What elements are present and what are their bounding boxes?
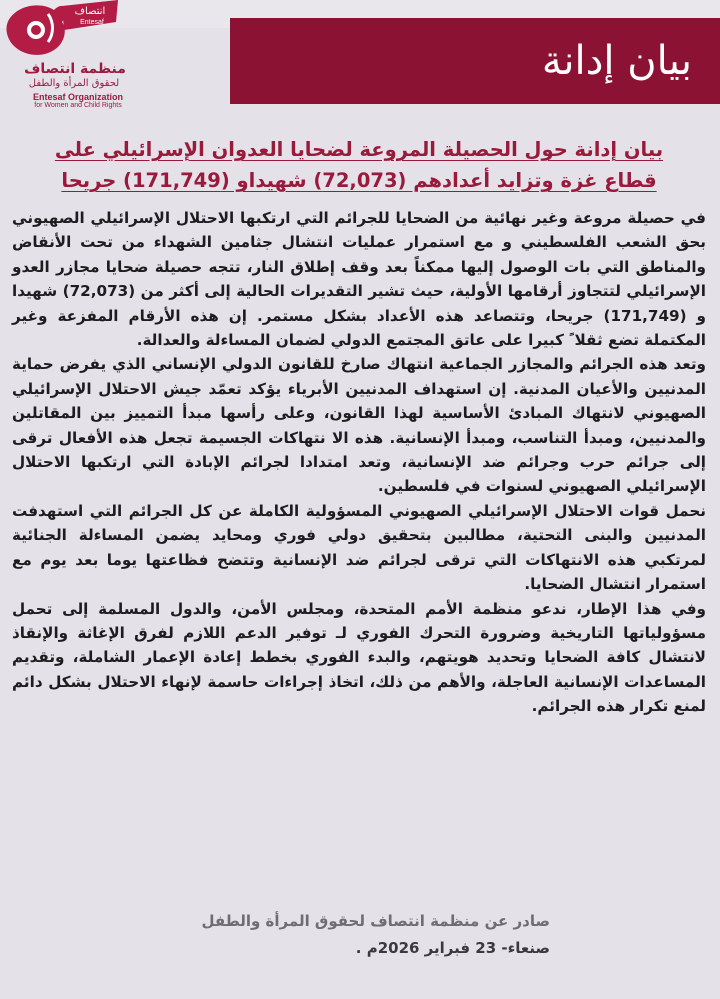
logo-badge-ar: انتصاف [74, 6, 106, 17]
logo-sub-en: for Women and Child Rights [34, 102, 122, 109]
headline-line-1: بيان إدانة حول الحصيلة المروعة لضحايا العدوان الإسرائيلي على [54, 138, 664, 161]
headline-line-2: قطاع غزة وتزايد أعدادهم (72,073) شهيداو (171,749) جريحا [61, 169, 657, 192]
title-banner [230, 18, 720, 104]
logo-badge-en: Entesaf [80, 19, 104, 26]
logo-mark-icon [2, 0, 122, 62]
statement-headline [34, 134, 684, 196]
paragraph-2: وتعد هذه الجرائم والمجازر الجماعية انتهاك صارخ للقانون الدولي الإنساني الذي يفرض حماية المدنيين والأعيان المدنية. إن استهداف المدنيين الأبرياء يؤكد تعمّد جيش الاحتلال الإسرائيلي الصهيوني لانتهاك المبادئ الأساسية لهذا القانون، وعلى رأسها مبدأ التمييز بين المقاتلين والمدنيين، ومبدأ التناسب، ومبدأ الإنسانية. هذه الا نتهاكات الجسيمة تجعل هذه الأفعال ترقى إلى جرائم حرب وجرائم ضد الإنسانية، وتعد امتدادا لجرائم الإبادة التي ارتكبها الاحتلال الإسرائيلي الصهيوني لسنوات في فلسطين. [12, 355, 706, 496]
paragraph-1: في حصيلة مروعة وغير نهائية من الضحايا للجرائم التي ارتكبها الاحتلال الإسرائيلي الصهيوني بحق الشعب الفلسطيني و مع استمرار عمليات انتشال جثامين الشهداء من تحت الأنقاض والمناطق التي بات الوصول إليها ممكناً بعد وقف إطلاق النار، تتجه حصيلة ضحايا مجازر العدو الإسرائيلي لتتجاوز أرقامها الأولية، حيث تشير التقديرات الحالية إلى أكثر من (72,073) شهيدا و (171,749) جريحا، وتتصاعد هذه الأعداد بشكل مستمر. إن هذه الأرقام المفزعة وغير المكتملة تضع ثقلا ً كبيرا على عاتق المجتمع الدولي لضمان المساءلة والعدالة. [12, 209, 706, 350]
logo-name-en: Entesaf Organization [32, 92, 123, 102]
statement-body [12, 206, 706, 719]
paragraph-3: نحمل قوات الاحتلال الإسرائيلي الصهيوني المسؤولية الكاملة عن كل الجرائم التي استهدفت المدنيين والبنى التحتية، مطالبين بتحقيق دولي فوري ومحايد يضمن المساءلة الجنائية لمرتكبي هذه الانتهاكات التي ترقى لجرائم ضد الإنسانية وتتضح فظاعتها يوما بعد يوم مع استمرار انتشال الضحايا. [12, 501, 706, 594]
organization-logo [0, 0, 150, 120]
issuer-line: صادر عن منظمة انتصاف لحقوق المرأة والطفل [201, 912, 550, 930]
logo-name-ar: منظمة انتصاف [24, 61, 126, 77]
logo-sub-ar: لحقوق المرأة والطفل [28, 78, 120, 89]
statement-footer [190, 908, 550, 962]
paragraph-4: وفي هذا الإطار، ندعو منظمة الأمم المتحدة، ومجلس الأمن، والدول المسلمة إلى تحمل مسؤولياتها التاريخية وضرورة التحرك الفوري لـ توفير الدعم اللازم لفرق الإغاثة والإنقاذ لانتشال كافة الضحايا وتحديد هويتهم، والبدء الفوري بخطط إعادة الإعمار الشاملة، وتقديم المساعدات الإنسانية العاجلة، والأهم من ذلك، اتخاذ إجراءات حاسمة لإنهاء الاحتلال بشكل دائم لمنع تكرار هذه الجرائم. [12, 599, 706, 716]
date-line: صنعاء- 23 فبراير 2026م . [355, 939, 550, 957]
banner-title: بيان إدانة [541, 38, 692, 84]
